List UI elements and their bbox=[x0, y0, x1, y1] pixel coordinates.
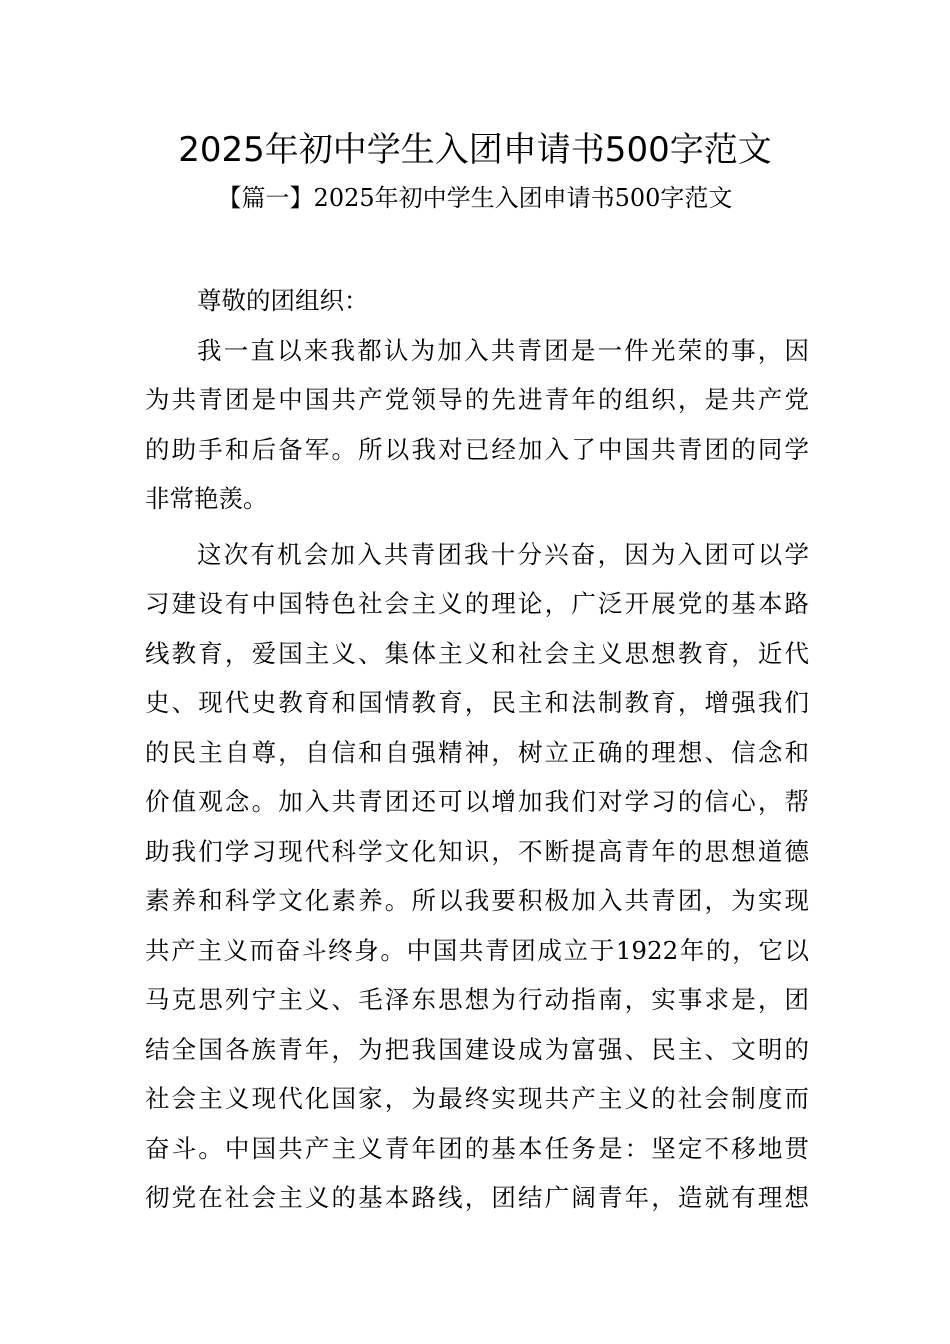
salutation: 尊敬的团组织： bbox=[197, 286, 369, 315]
paragraph-2-line: 史、现代史教育和国情教育，民主和法制教育，增强我们 bbox=[145, 688, 809, 717]
paragraph-1-line: 非常艳羡。 bbox=[145, 484, 268, 513]
document-body bbox=[145, 276, 809, 1223]
paragraph-2-line: 马克思列宁主义、毛泽东思想为行动指南，实事求是，团 bbox=[145, 985, 809, 1014]
paragraph-1-line: 为共青团是中国共产党领导的先进青年的组织，是共产党 bbox=[145, 385, 809, 414]
paragraph-2-line: 素养和科学文化素养。所以我要积极加入共青团，为实现 bbox=[145, 886, 809, 915]
paragraph-1-line: 的助手和后备军。所以我对已经加入了中国共青团的同学 bbox=[145, 434, 809, 464]
document-title: 2025年初中学生入团申请书500字范文 bbox=[178, 130, 772, 170]
paragraph-2-line: 共产主义而奋斗终身。中国共青团成立于1922年的，它以 bbox=[145, 935, 809, 965]
paragraph-2-line: 习建设有中国特色社会主义的理论，广泛开展党的基本路 bbox=[145, 589, 809, 618]
paragraph-2-line: 彻党在社会主义的基本路线，团结广阔青年，造就有理想 bbox=[145, 1183, 809, 1212]
paragraph-2-line: 结全国各族青年，为把我国建设成为富强、民主、文明的 bbox=[145, 1034, 809, 1064]
paragraph-2-line: 价值观念。加入共青团还可以增加我们对学习的信心，帮 bbox=[145, 787, 809, 816]
paragraph-2-line: 线教育，爱国主义、集体主义和社会主义思想教育，近代 bbox=[145, 638, 809, 668]
document-subtitle: 【篇一】2025年初中学生入团申请书500字范文 bbox=[217, 184, 733, 212]
paragraph-2-line: 社会主义现代化国家，为最终实现共产主义的社会制度而 bbox=[145, 1084, 809, 1113]
paragraph-2-line: 助我们学习现代科学文化知识，不断提高青年的思想道德 bbox=[145, 836, 809, 866]
paragraph-2-line: 这次有机会加入共青团我十分兴奋，因为入团可以学 bbox=[197, 539, 809, 569]
paragraph-1-line: 我一直以来我都认为加入共青团是一件光荣的事，因 bbox=[197, 335, 809, 365]
paragraph-2-line: 的民主自尊，自信和自强精神，树立正确的理想、信念和 bbox=[145, 737, 809, 767]
paragraph-2-line: 奋斗。中国共产主义青年团的基本任务是：坚定不移地贯 bbox=[145, 1133, 809, 1163]
